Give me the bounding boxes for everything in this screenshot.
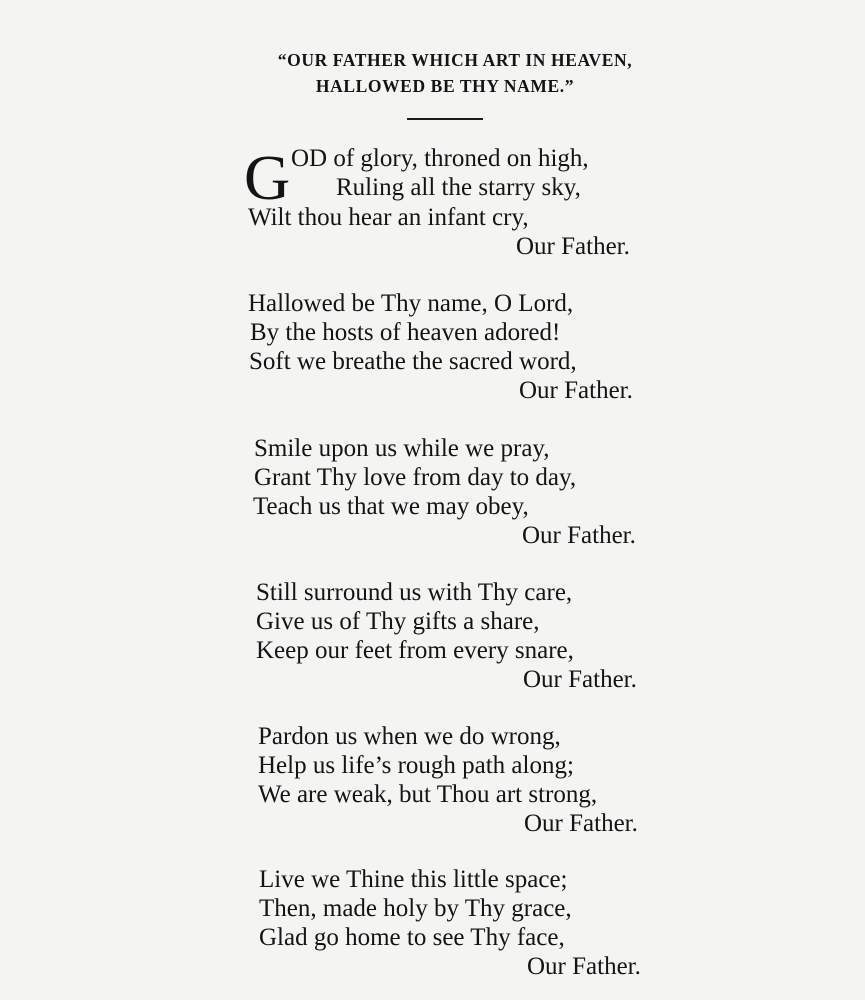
poem-line: Glad go home to see Thy face, bbox=[259, 924, 565, 951]
poem-line: We are weak, but Thou art strong, bbox=[258, 781, 598, 808]
poem-line: Teach us that we may obey, bbox=[253, 493, 529, 520]
poem-line: Soft we breathe the sacred word, bbox=[249, 348, 577, 375]
poem-line: Still surround us with Thy care, bbox=[256, 579, 573, 606]
poem-line: Hallowed be Thy name, O Lord, bbox=[248, 290, 574, 317]
poem-refrain: Our Father. bbox=[522, 522, 636, 549]
poem-line: Then, made holy by Thy grace, bbox=[259, 895, 572, 922]
poem-refrain: Our Father. bbox=[523, 666, 637, 693]
drop-cap: G bbox=[244, 142, 291, 213]
poem-line: OD of glory, throned on high, bbox=[291, 145, 589, 172]
poem-line: Smile upon us while we pray, bbox=[254, 435, 550, 462]
poem-line: Ruling all the starry sky, bbox=[336, 174, 581, 201]
title-divider bbox=[407, 118, 483, 120]
poem-line: Live we Thine this little space; bbox=[259, 866, 568, 893]
page-title-line-2: HALLOWED BE THY NAME.” bbox=[315, 76, 575, 96]
poem-line: Wilt thou hear an infant cry, bbox=[248, 204, 529, 231]
poem-line: Help us life’s rough path along; bbox=[258, 752, 574, 779]
poem-refrain: Our Father. bbox=[524, 810, 638, 837]
poem-line: Give us of Thy gifts a share, bbox=[256, 608, 540, 635]
page-title-line-1: “OUR FATHER WHICH ART IN HEAVEN, bbox=[277, 50, 633, 70]
poem-refrain: Our Father. bbox=[527, 953, 641, 980]
poem-refrain: Our Father. bbox=[516, 233, 630, 260]
poem-refrain: Our Father. bbox=[519, 377, 633, 404]
poem-line: Keep our feet from every snare, bbox=[256, 637, 574, 664]
poem-line: Pardon us when we do wrong, bbox=[258, 723, 561, 750]
poem-line: By the hosts of heaven adored! bbox=[250, 319, 561, 346]
poem-line: Grant Thy love from day to day, bbox=[254, 464, 577, 491]
